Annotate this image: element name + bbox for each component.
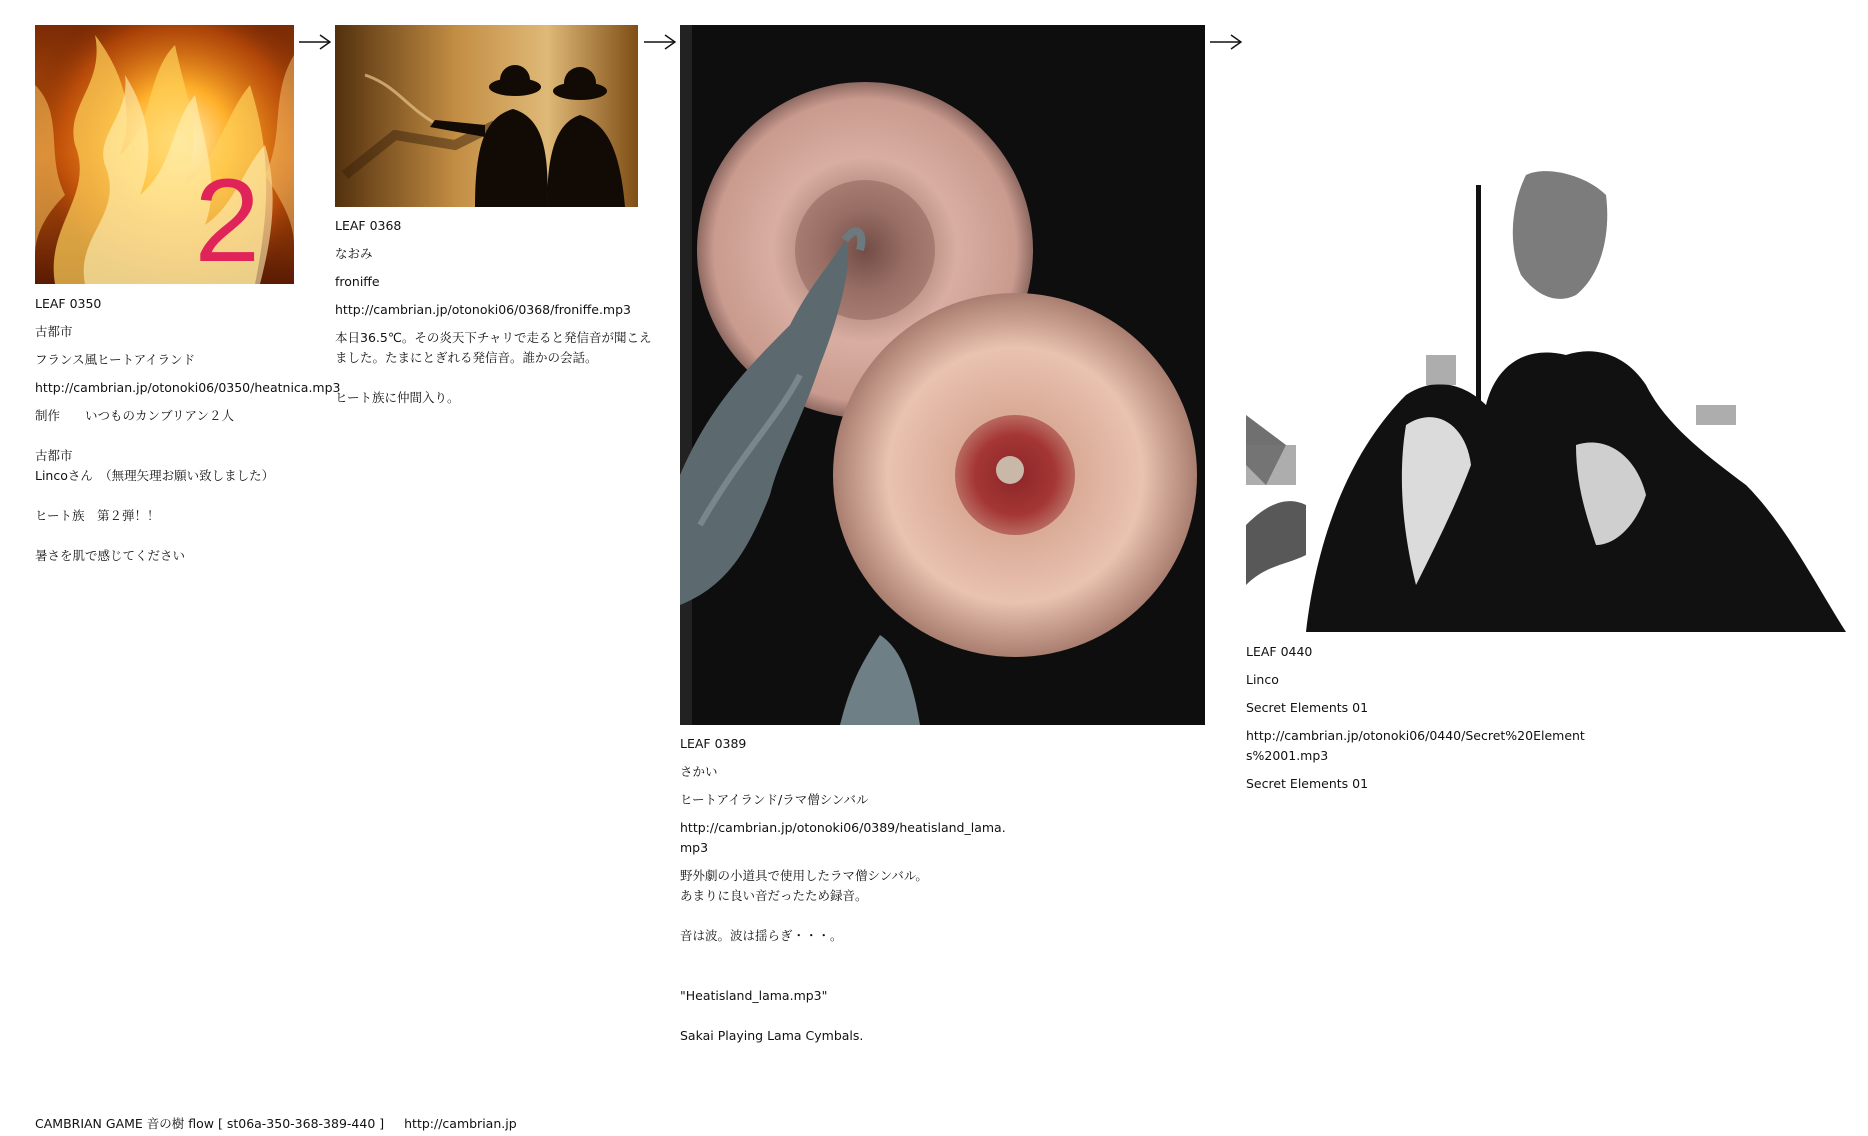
leaf-author: なおみ xyxy=(335,246,373,261)
leaf-author: 古都市 xyxy=(35,324,73,339)
footer-label: CAMBRIAN GAME 音の樹 flow [ st06a-350-368-389-440 ] xyxy=(35,1116,385,1131)
url-line[interactable]: mp3 xyxy=(680,840,709,855)
comment-line: 本日36.5℃。その炎天下チャリで走ると発信音が聞こえ xyxy=(335,330,652,345)
firefighters-picture xyxy=(335,25,638,207)
portrait-picture xyxy=(1246,25,1846,632)
leaf-title: LEAF 0350 xyxy=(35,296,102,311)
high-contrast-portrait-image[interactable] xyxy=(1246,25,1846,632)
comment-line: Secret Elements 01 xyxy=(1246,776,1369,791)
comment-line: 古都市 xyxy=(35,448,73,463)
leaf-comment-block xyxy=(680,926,1205,946)
right-arrow-icon xyxy=(1209,32,1243,55)
url-line[interactable]: http://cambrian.jp/otonoki06/0440/Secret%20Element xyxy=(1246,728,1585,743)
comment-line: ヒート族 第２弾！！ xyxy=(35,508,160,523)
credit-text: 制作 いつものカンブリアン２人 xyxy=(35,408,235,423)
cymbals-image[interactable] xyxy=(680,25,1205,725)
leaf-0389 xyxy=(680,25,1205,1066)
leaf-comment-block xyxy=(335,328,652,368)
comment-line: "Heatisland_lama.mp3" xyxy=(680,988,828,1003)
leaf-title: LEAF 0368 xyxy=(335,218,402,233)
leaf-name: Secret Elements 01 xyxy=(1246,700,1369,715)
leaf-name: フランス風ヒートアイランド xyxy=(35,352,196,367)
leaf-title: LEAF 0440 xyxy=(1246,644,1313,659)
fire-image[interactable] xyxy=(35,25,294,284)
leaf-comment-block xyxy=(35,446,340,486)
comment-line: Sakai Playing Lama Cymbals. xyxy=(680,1028,864,1043)
footer xyxy=(35,1114,533,1134)
leaf-comment-block xyxy=(680,866,1205,906)
leaf-0440 xyxy=(1246,25,1846,802)
leaf-comment-block xyxy=(680,1026,1205,1046)
leaf-url-link[interactable] xyxy=(680,818,1205,858)
url-line[interactable]: s%2001.mp3 xyxy=(1246,748,1329,763)
comment-line: Lincoさん （無理矢理お願い致しました） xyxy=(35,468,275,483)
leaf-0350 xyxy=(35,25,340,586)
comment-line: ました。たまにとぎれる発信音。誰かの会話。 xyxy=(335,350,598,365)
leaf-0368 xyxy=(335,25,652,428)
right-arrow-icon xyxy=(298,32,332,55)
leaf-url-link[interactable]: http://cambrian.jp/otonoki06/0350/heatnica.mp3 xyxy=(35,380,341,395)
leaf-name: ヒートアイランド/ラマ僧シンバル xyxy=(680,792,869,807)
comment-line: 暑さを肌で感じてください xyxy=(35,548,186,563)
leaf-url-link[interactable]: http://cambrian.jp/otonoki06/0368/froniffe.mp3 xyxy=(335,302,631,317)
leaf-author: さかい xyxy=(680,764,718,779)
two-overlay-text: 2 xyxy=(194,155,260,284)
comment-line: 音は波。波は揺らぎ・・・。 xyxy=(680,928,843,943)
footer-link[interactable]: http://cambrian.jp xyxy=(404,1116,517,1131)
leaf-url-link[interactable] xyxy=(1246,726,1846,766)
leaf-credit xyxy=(35,406,340,426)
leaf-comment-block xyxy=(35,506,340,526)
comment-line: 野外劇の小道具で使用したラマ僧シンバル。 xyxy=(680,868,928,883)
comment-line: あまりに良い音だったため録音。 xyxy=(680,888,868,903)
leaf-title: LEAF 0389 xyxy=(680,736,747,751)
leaf-comment-block xyxy=(335,388,652,408)
cymbals-picture xyxy=(680,25,1205,725)
right-arrow-icon xyxy=(643,32,677,55)
leaf-comment-block xyxy=(680,986,1205,1006)
leaf-name: froniffe xyxy=(335,274,380,289)
leaf-author: Linco xyxy=(1246,672,1279,687)
url-line[interactable]: http://cambrian.jp/otonoki06/0389/heatisland_lama. xyxy=(680,820,1006,835)
firefighters-image[interactable] xyxy=(335,25,638,207)
comment-line: ヒート族に仲間入り。 xyxy=(335,390,460,405)
leaf-comment-block xyxy=(35,546,340,566)
